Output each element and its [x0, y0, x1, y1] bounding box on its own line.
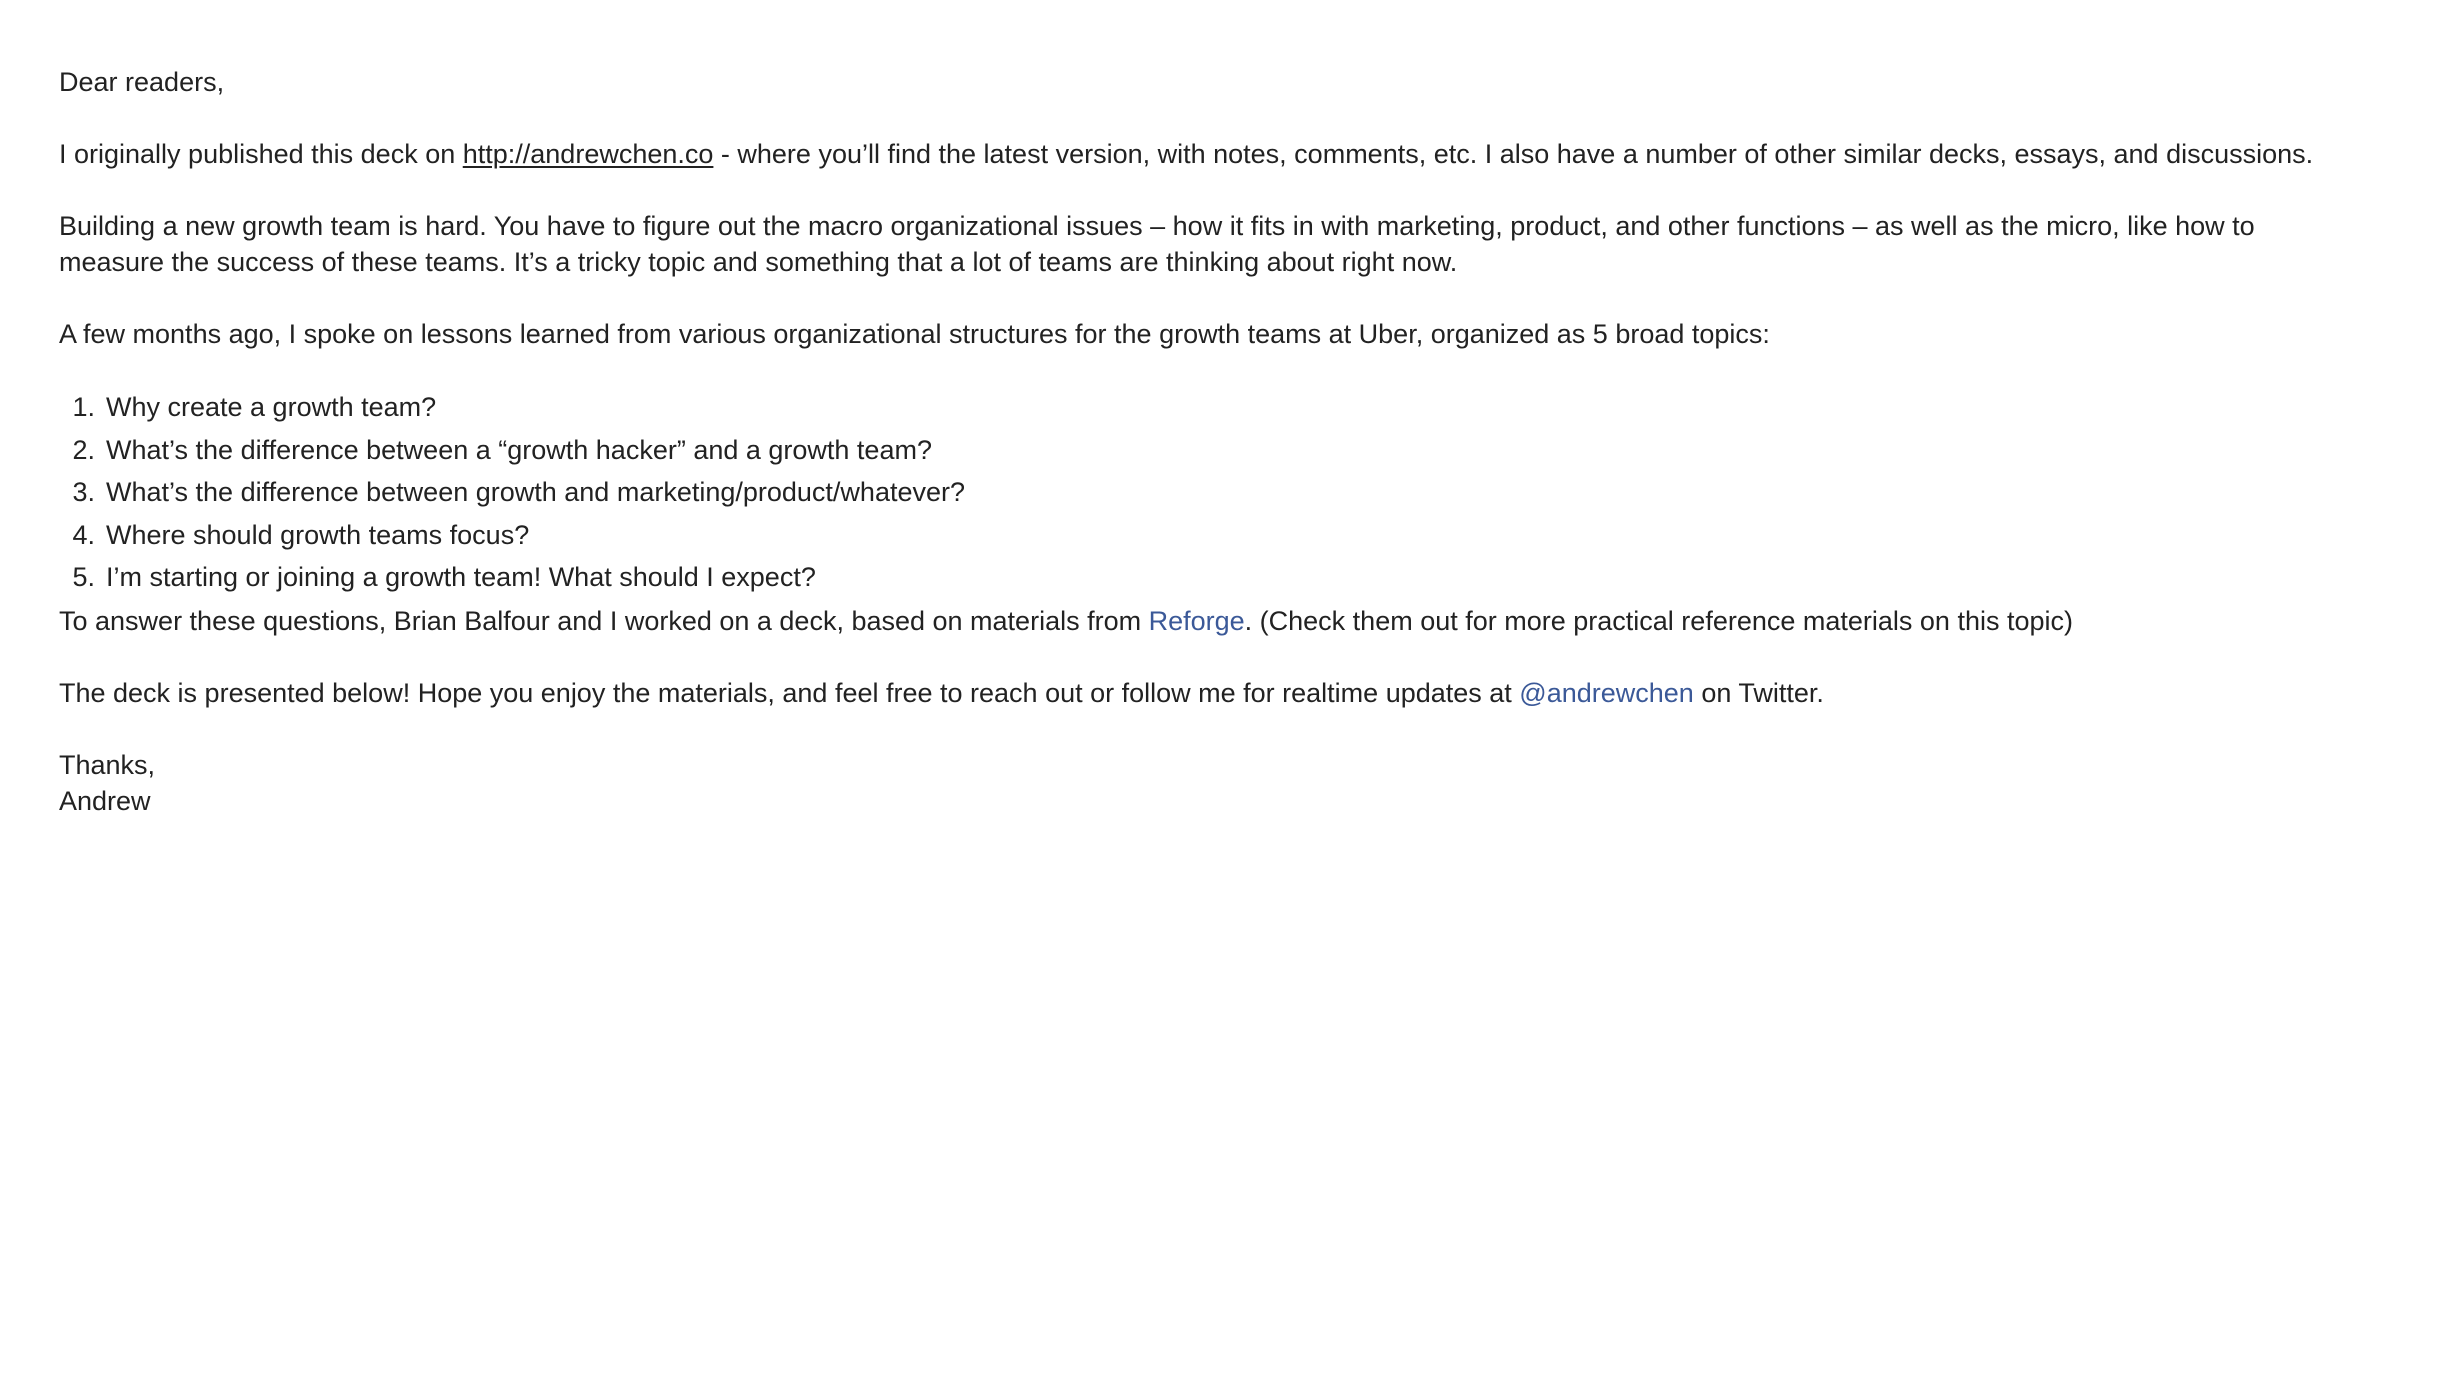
list-item-text: Why create a growth team? [106, 392, 437, 422]
topics-list [59, 382, 2349, 601]
list-item-text: What’s the difference between a “growth hacker” and a growth team? [106, 434, 932, 465]
intro-paragraph [59, 136, 2349, 172]
signature: Andrew [59, 785, 151, 816]
greeting: Dear readers, [59, 67, 225, 97]
reforge-link[interactable]: Reforge [1148, 605, 1245, 636]
list-item-number: 3. [72, 477, 95, 507]
deck-text-after: on Twitter. [1693, 677, 1824, 708]
answer-paragraph [59, 603, 2349, 639]
list-item-number: 5. [72, 562, 95, 592]
andrewchen-site-link[interactable]: http://andrewchen.co [462, 139, 714, 169]
intro-text-before: I originally published this deck on [59, 139, 463, 169]
list-item [59, 386, 2349, 429]
list-item [59, 556, 2349, 599]
list-item-text: What’s the difference between growth and marketing/product/whatever? [106, 477, 966, 507]
deck-text-before: The deck is presented below! Hope you enjoy the materials, and feel free to reach out or follow me for realtime updates at [59, 677, 1520, 708]
signoff: Thanks, [59, 749, 156, 780]
intro-text-after: - where you’ll find the latest version, with notes, comments, etc. I also have a number of other similar decks, essays, and discussions. [713, 139, 2314, 169]
topics-intro-paragraph: A few months ago, I spoke on lessons learned from various organizational structures for the growth teams at Uber, organized as 5 broad topics: [59, 319, 1770, 349]
growth-team-paragraph: Building a new growth team is hard. You have to figure out the macro organizational issues – how it fits in with marketing, product, and other functions – as well as the micro, like how to measure the success of these teams. It’s a tricky topic and something that a lot of teams are thinking about right now. [59, 211, 2255, 277]
answer-text-before: To answer these questions, Brian Balfour and I worked on a deck, based on materials from [59, 605, 1149, 636]
list-item-number: 1. [72, 392, 95, 422]
list-item-number: 2. [72, 434, 95, 465]
twitter-handle-link[interactable]: @andrewchen [1519, 677, 1694, 708]
list-item [59, 429, 2349, 472]
list-item-number: 4. [72, 519, 95, 550]
list-item [59, 471, 2349, 514]
deck-paragraph [59, 675, 2349, 711]
letter-body [59, 64, 2349, 819]
list-item-text: I’m starting or joining a growth team! What should I expect? [106, 562, 816, 592]
list-item [59, 514, 2349, 557]
answer-text-after: . (Check them out for more practical reference materials on this topic) [1244, 605, 2073, 636]
list-item-text: Where should growth teams focus? [106, 519, 530, 550]
